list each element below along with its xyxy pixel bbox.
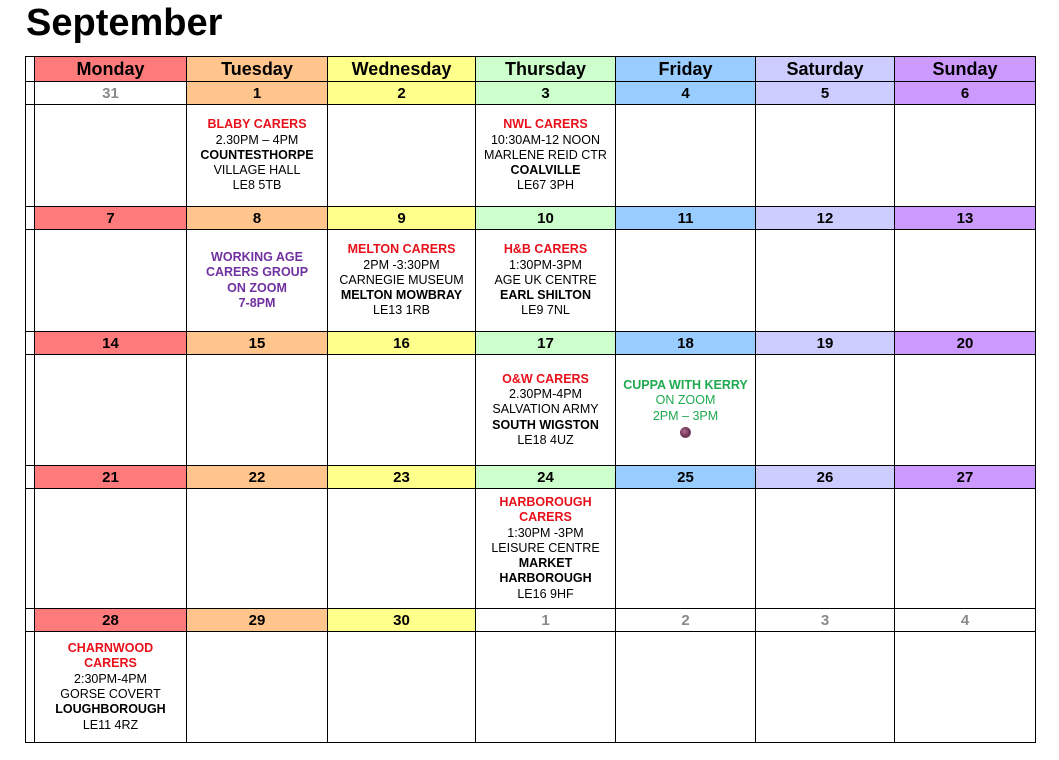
row-gutter <box>26 489 35 609</box>
events-row <box>26 230 1036 332</box>
calendar-grid <box>25 56 1036 743</box>
date-cell[interactable]: 24 <box>476 466 616 489</box>
date-cell[interactable]: 20 <box>895 332 1036 355</box>
event-detail: LE67 3PH <box>517 178 574 193</box>
day-event-cell[interactable] <box>328 632 476 743</box>
day-event-cell[interactable] <box>616 355 756 466</box>
event-detail: 1:30PM-3PM <box>509 257 582 272</box>
day-event-cell[interactable] <box>895 355 1036 466</box>
weekday-monday: Monday <box>35 57 187 82</box>
date-cell[interactable]: 29 <box>187 609 328 632</box>
day-event-cell[interactable] <box>35 355 187 466</box>
day-event-cell[interactable] <box>328 105 476 207</box>
event-title: WORKING AGE <box>211 249 303 264</box>
day-event-cell[interactable] <box>476 230 616 332</box>
events-row <box>26 489 1036 609</box>
day-event-cell[interactable] <box>187 489 328 609</box>
date-cell[interactable]: 25 <box>616 466 756 489</box>
date-cell[interactable]: 11 <box>616 207 756 230</box>
day-event-cell[interactable] <box>187 355 328 466</box>
date-cell[interactable]: 2 <box>616 609 756 632</box>
day-event-cell[interactable] <box>328 355 476 466</box>
weekday-wednesday: Wednesday <box>328 57 476 82</box>
date-cell[interactable]: 26 <box>756 466 895 489</box>
event-title: H&B CARERS <box>503 242 588 257</box>
event-title: CARERS <box>84 656 137 671</box>
day-event-cell[interactable] <box>328 230 476 332</box>
event-title: CARERS <box>519 510 572 525</box>
date-row <box>26 82 1036 105</box>
date-cell[interactable]: 6 <box>895 82 1036 105</box>
weekday-friday: Friday <box>616 57 756 82</box>
date-cell[interactable]: 13 <box>895 207 1036 230</box>
month-title: September <box>26 2 223 44</box>
day-event-cell[interactable] <box>616 632 756 743</box>
date-cell[interactable]: 1 <box>187 82 328 105</box>
weekday-thursday: Thursday <box>476 57 616 82</box>
date-cell[interactable]: 19 <box>756 332 895 355</box>
day-event-cell[interactable] <box>756 105 895 207</box>
event-detail: 2PM -3:30PM <box>363 257 440 272</box>
date-cell[interactable]: 14 <box>35 332 187 355</box>
weekday-sunday: Sunday <box>895 57 1036 82</box>
day-event-cell[interactable] <box>35 489 187 609</box>
event-detail: COALVILLE <box>510 163 581 178</box>
day-event-cell[interactable] <box>895 230 1036 332</box>
event-detail: LE9 7NL <box>521 303 570 318</box>
event-pin <box>616 424 755 442</box>
day-event-cell[interactable] <box>476 489 616 609</box>
day-event-cell[interactable] <box>756 632 895 743</box>
day-event-cell[interactable] <box>895 105 1036 207</box>
row-gutter <box>26 632 35 743</box>
date-cell[interactable]: 3 <box>756 609 895 632</box>
date-cell[interactable]: 10 <box>476 207 616 230</box>
row-gutter <box>26 355 35 466</box>
date-cell[interactable]: 4 <box>616 82 756 105</box>
row-gutter <box>26 82 35 105</box>
date-cell[interactable]: 7 <box>35 207 187 230</box>
event-detail: LE13 1RB <box>373 303 430 318</box>
event-detail: MARLENE REID CTR <box>484 147 607 162</box>
date-cell[interactable]: 8 <box>187 207 328 230</box>
date-cell[interactable]: 22 <box>187 466 328 489</box>
event-detail: MARKET <box>518 556 573 571</box>
day-event-cell[interactable] <box>35 632 187 743</box>
event-title: CUPPA WITH KERRY <box>623 377 748 392</box>
day-event-cell[interactable] <box>616 105 756 207</box>
event-detail: MELTON MOWBRAY <box>340 288 463 303</box>
row-gutter <box>26 105 35 207</box>
event-detail: AGE UK CENTRE <box>494 272 597 287</box>
row-gutter <box>26 207 35 230</box>
date-cell[interactable]: 16 <box>328 332 476 355</box>
event-detail: COUNTESTHORPE <box>200 147 314 162</box>
date-cell[interactable]: 12 <box>756 207 895 230</box>
pin-icon <box>680 427 691 438</box>
event-title: HARBOROUGH <box>499 494 592 509</box>
day-event-cell[interactable] <box>756 230 895 332</box>
day-event-cell[interactable] <box>756 355 895 466</box>
date-cell[interactable]: 15 <box>187 332 328 355</box>
row-gutter <box>26 466 35 489</box>
row-gutter <box>26 230 35 332</box>
events-row <box>26 105 1036 207</box>
event-detail: LE11 4RZ <box>82 717 139 732</box>
event-detail: HARBOROUGH <box>499 571 592 586</box>
event-detail: 2.30PM-4PM <box>509 387 582 402</box>
date-cell[interactable]: 21 <box>35 466 187 489</box>
day-event-cell[interactable] <box>35 105 187 207</box>
day-event-cell[interactable] <box>756 489 895 609</box>
event-detail: LOUGHBOROUGH <box>55 702 166 717</box>
weekday-tuesday: Tuesday <box>187 57 328 82</box>
date-row <box>26 609 1036 632</box>
event-detail: SOUTH WIGSTON <box>492 417 599 432</box>
event-detail: LE16 9HF <box>517 586 574 601</box>
event-title: CARERS GROUP <box>205 265 309 280</box>
row-gutter <box>26 332 35 355</box>
event-detail: VILLAGE HALL <box>213 163 301 178</box>
day-event-cell[interactable] <box>616 230 756 332</box>
row-gutter <box>26 57 35 82</box>
event-title: CHARNWOOD <box>67 641 154 656</box>
row-gutter <box>26 609 35 632</box>
day-event-cell[interactable] <box>895 632 1036 743</box>
event-title: MELTON CARERS <box>347 242 456 257</box>
event-detail: EARL SHILTON <box>500 288 591 303</box>
date-cell[interactable]: 3 <box>476 82 616 105</box>
event-detail: LE18 4UZ <box>517 432 574 447</box>
date-cell[interactable]: 1 <box>476 609 616 632</box>
date-cell[interactable]: 17 <box>476 332 616 355</box>
date-cell[interactable]: 9 <box>328 207 476 230</box>
event-detail: 1:30PM -3PM <box>507 525 584 540</box>
event-detail: ON ZOOM <box>655 393 716 408</box>
date-cell[interactable]: 2 <box>328 82 476 105</box>
date-row <box>26 466 1036 489</box>
day-event-cell[interactable] <box>476 355 616 466</box>
event-title: NWL CARERS <box>503 117 588 132</box>
events-row <box>26 355 1036 466</box>
date-cell[interactable]: 27 <box>895 466 1036 489</box>
day-event-cell[interactable] <box>187 230 328 332</box>
date-cell[interactable]: 28 <box>35 609 187 632</box>
date-cell[interactable]: 18 <box>616 332 756 355</box>
event-detail: GORSE COVERT <box>60 687 161 701</box>
day-event-cell[interactable] <box>895 489 1036 609</box>
date-row <box>26 207 1036 230</box>
event-detail: 2.30PM – 4PM <box>215 132 299 147</box>
date-cell[interactable]: 23 <box>328 466 476 489</box>
day-event-cell[interactable] <box>616 489 756 609</box>
event-title: O&W CARERS <box>502 371 589 386</box>
day-event-cell[interactable] <box>476 632 616 743</box>
event-detail: 10:30AM-12 NOON <box>490 132 601 147</box>
day-event-cell[interactable] <box>35 230 187 332</box>
event-title: BLABY CARERS <box>207 117 307 132</box>
events-row <box>26 632 1036 743</box>
date-cell[interactable]: 5 <box>756 82 895 105</box>
weekday-saturday: Saturday <box>756 57 895 82</box>
event-title: 7-8PM <box>238 295 276 310</box>
event-detail: SALVATION ARMY <box>492 402 599 417</box>
date-row <box>26 332 1036 355</box>
day-event-cell[interactable] <box>476 105 616 207</box>
event-detail: 2PM – 3PM <box>652 408 719 423</box>
event-detail: CARNEGIE MUSEUM <box>339 272 464 287</box>
event-detail: LE8 5TB <box>232 178 282 193</box>
weekday-header-row <box>26 57 1036 82</box>
event-detail: LEISURE CENTRE <box>491 540 600 555</box>
event-detail: 2:30PM-4PM <box>74 671 147 686</box>
day-event-cell[interactable] <box>328 489 476 609</box>
day-event-cell[interactable] <box>187 105 328 207</box>
date-cell[interactable]: 30 <box>328 609 476 632</box>
date-cell[interactable]: 31 <box>35 82 187 105</box>
day-event-cell[interactable] <box>187 632 328 743</box>
date-cell[interactable]: 4 <box>895 609 1036 632</box>
event-title: ON ZOOM <box>227 280 287 295</box>
